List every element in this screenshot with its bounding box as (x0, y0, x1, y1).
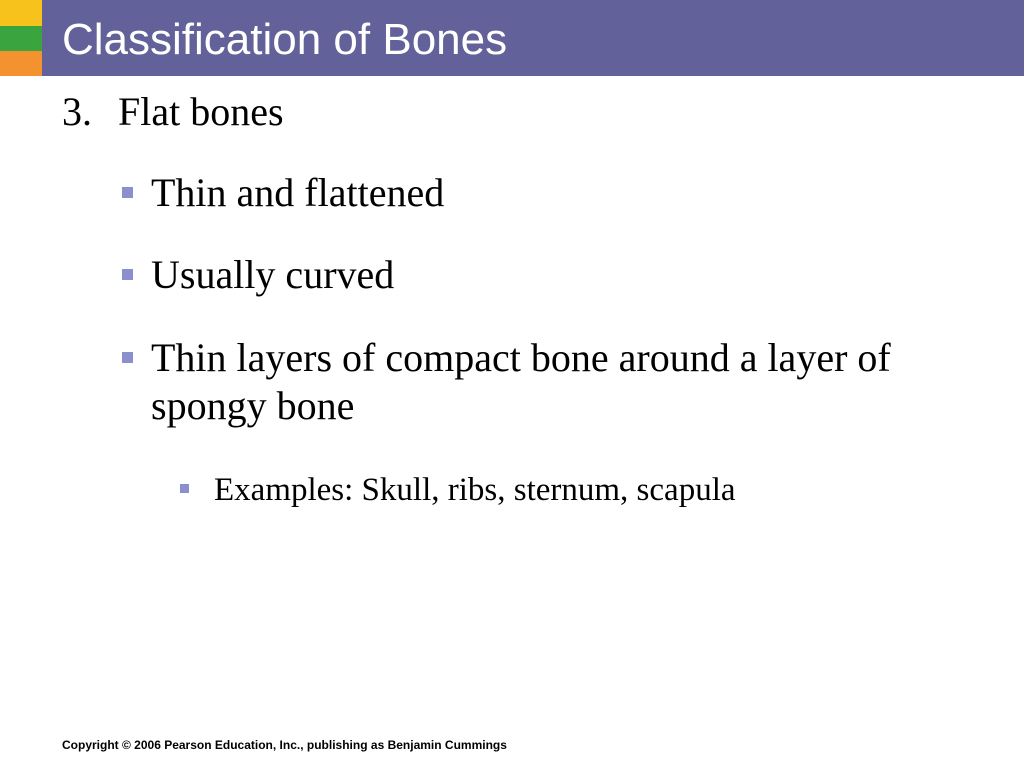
bullet-text: Thin and flattened (151, 170, 445, 215)
square-bullet-icon (180, 484, 189, 493)
heading-text: Flat bones (118, 89, 284, 134)
accent-green-block (0, 26, 42, 51)
square-bullet-icon (122, 269, 133, 280)
slide-title: Classification of Bones (62, 15, 508, 64)
square-bullet-icon (122, 187, 133, 198)
copyright-footer: Copyright © 2006 Pearson Education, Inc., publishing as Benjamin Cummings (62, 738, 507, 752)
square-bullet-icon (122, 352, 133, 363)
heading-number: 3. (62, 89, 92, 134)
section-heading (62, 88, 284, 136)
sub-bullet-text: Examples: Skull, ribs, sternum, scapula (214, 472, 736, 508)
bullet-text: Usually curved (151, 252, 395, 297)
accent-yellow-block (0, 0, 42, 26)
bullet-text: Thin layers of compact bone around a layer of spongy bone (151, 335, 891, 428)
accent-orange-block (0, 51, 42, 76)
